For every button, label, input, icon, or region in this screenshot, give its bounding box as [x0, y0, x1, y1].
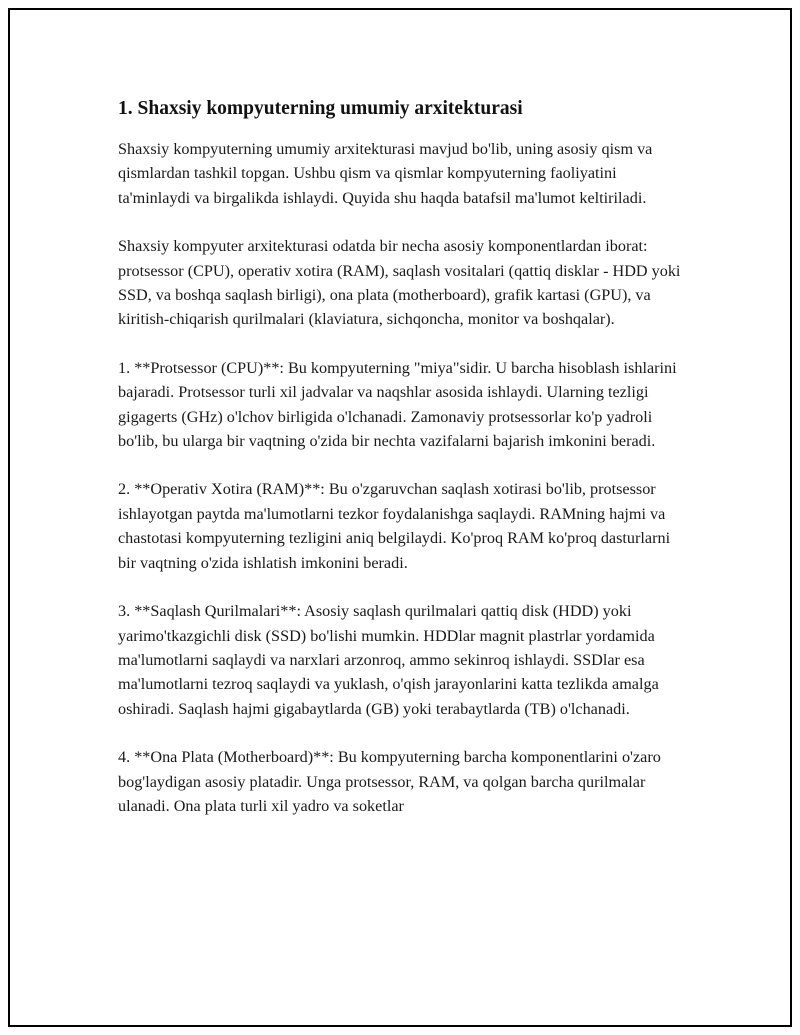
paragraph-storage: 3. **Saqlash Qurilmalari**: Asosiy saqlash qurilmalari qattiq disk (HDD) yoki yarimo'tkazgichli disk (SSD) bo'lishi mumkin. HDDlar magnit plastrlar yordamida ma'lumotlarni saqlaydi va narxlari arzonroq, ammo sekinroq ishlaydi. SSDlar esa ma'lumotlarni tezroq saqlaydi va yuklash, o'qish jarayonlarini katta tezlikda amalga oshiradi. Saqlash hajmi gigabaytlarda (GB) yoki terabaytlarda (TB) o'lchanadi.	[118, 602, 659, 718]
paragraph-motherboard: 4. **Ona Plata (Motherboard)**: Bu kompyuterning barcha komponentlarini o'zaro bog'laydigan asosiy platadir. Unga protsessor, RAM, va qolgan barcha qurilmalar ulanadi. Ona plata turli xil yadro va soketlar	[118, 748, 661, 815]
paragraph-cpu: 1. **Protsessor (CPU)**: Bu kompyuterning "miya"sidir. U barcha hisoblash ishlarini bajaradi. Protsessor turli xil jadvalar va naqshlar asosida ishlaydi. Ularning tezligi gigagerts (GHz) o'lchov birligida o'lchanadi. Zamonaviy protsessorlar ko'p yadroli bo'lib, bu ularga bir vaqtning o'zida bir nechta vazifalarni bajarish imkonini beradi.	[118, 358, 677, 451]
paragraph-components: Shaxsiy kompyuter arxitekturasi odatda bir necha asosiy komponentlardan iborat: protsessor (CPU), operativ xotira (RAM), saqlash vositalari (qattiq disklar - HDD yoki SSD, va boshqa saqlash birligi), ona plata (motherboard), grafik kartasi (GPU), va kiritish-chiqarish qurilmalari (klaviatura, sichqoncha, monitor va boshqalar).	[118, 237, 681, 329]
paragraph-intro: Shaxsiy kompyuterning umumiy arxitekturasi mavjud bo'lib, uning asosiy qism va qismlardan tashkil topgan. Ushbu qism va qismlar kompyuterning faoliyatini ta'minlaydi va birgalikda ishlaydi. Quyida shu haqda batafsil ma'lumot keltiriladi.	[118, 140, 653, 207]
paragraph-ram: 2. **Operativ Xotira (RAM)**: Bu o'zgaruvchan saqlash xotirasi bo'lib, protsessor ishlayotgan paytda ma'lumotlarni tezkor foydalanishga saqlaydi. RAMning hajmi va chastotasi kompyuterning tezligini aniq belgilaydi. Ko'proq RAM ko'proq dasturlarni bir vaqtning o'zida ishlatish imkonini beradi.	[118, 480, 671, 572]
document-page	[8, 8, 792, 1027]
document-title: 1. Shaxsiy kompyuterning umumiy arxitekturasi	[118, 98, 523, 119]
document-body	[118, 96, 688, 842]
